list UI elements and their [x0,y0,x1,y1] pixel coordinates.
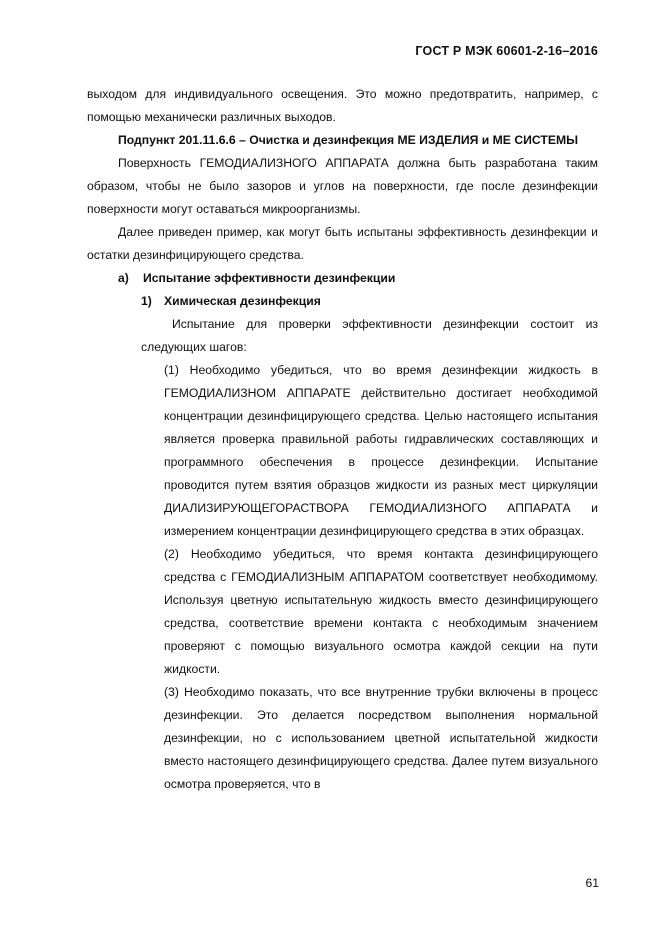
list-marker-a: а) [118,271,129,285]
list-item-a [87,267,598,290]
list-marker-1: 1) [141,294,152,308]
paragraph-example: Далее приведен пример, как могут быть испытаны эффективность дезинфекции и остатки дезинфицирующего средства. [87,225,598,262]
standard-header: ГОСТ Р МЭК 60601-2-16–2016 [415,44,598,58]
list-item-1 [87,290,598,313]
paragraph-surface: Поверхность ГЕМОДИАЛИЗНОГО АППАРАТА должна быть разработана таким образом, чтобы не было зазоров и углов на поверхности, где после дезинфекции поверхности могут оставаться микроорганизмы. [87,156,598,216]
paragraph-continuation: выходом для индивидуального освещения. Это можно предотвратить, например, с помощью механически различных выходов. [87,87,598,124]
step-2: (2) Необходимо убедиться, что время контакта дезинфицирующего средства с ГЕМОДИАЛИЗНЫМ АППАРАТОМ соответствует необходимому. Используя цветную испытательную жидкость вместо дезинфицирующего средства, соответствие времени контакта с необходимым значением проверяют с помощью визуального осмотра каждой секции на пути жидкости. [164,547,598,676]
section-heading: Подпункт 201.11.6.6 – Очистка и дезинфекция МЕ ИЗДЕЛИЯ и МЕ СИСТЕМЫ [118,133,579,147]
list-item-1-title: Химическая дезинфекция [164,294,321,308]
paragraph-test-steps: Испытание для проверки эффективности дезинфекции состоит из следующих шагов: [141,317,598,354]
step-1: (1) Необходимо убедиться, что во время дезинфекции жидкость в ГЕМОДИАЛИЗНОМ АППАРАТЕ действительно достигает необходимой концентрации дезинфицирующего средства. Целью настоящего испытания является проверка правильной работы гидравлических составляющих и программного обеспечения в процессе дезинфекции. Испытание проводится путем взятия образцов жидкости из разных мест циркуляции ДИАЛИЗИРУЮЩЕГОРАСТВОРА ГЕМОДИАЛИЗНОГО АППАРАТА и измерением концентрации дезинфицирующего средства в этих образцах. [164,363,598,538]
list-item-a-title: Испытание эффективности дезинфекции [143,271,396,285]
step-3: (3) Необходимо показать, что все внутренние трубки включены в процесс дезинфекции. Это делается посредством выполнения нормальной дезинфекции, но с использованием цветной испытательной жидкости вместо настоящего дезинфицирующего средства. Далее путем визуального осмотра проверяется, что в [164,685,598,791]
page-number: 61 [585,876,599,890]
document-body [87,83,598,796]
